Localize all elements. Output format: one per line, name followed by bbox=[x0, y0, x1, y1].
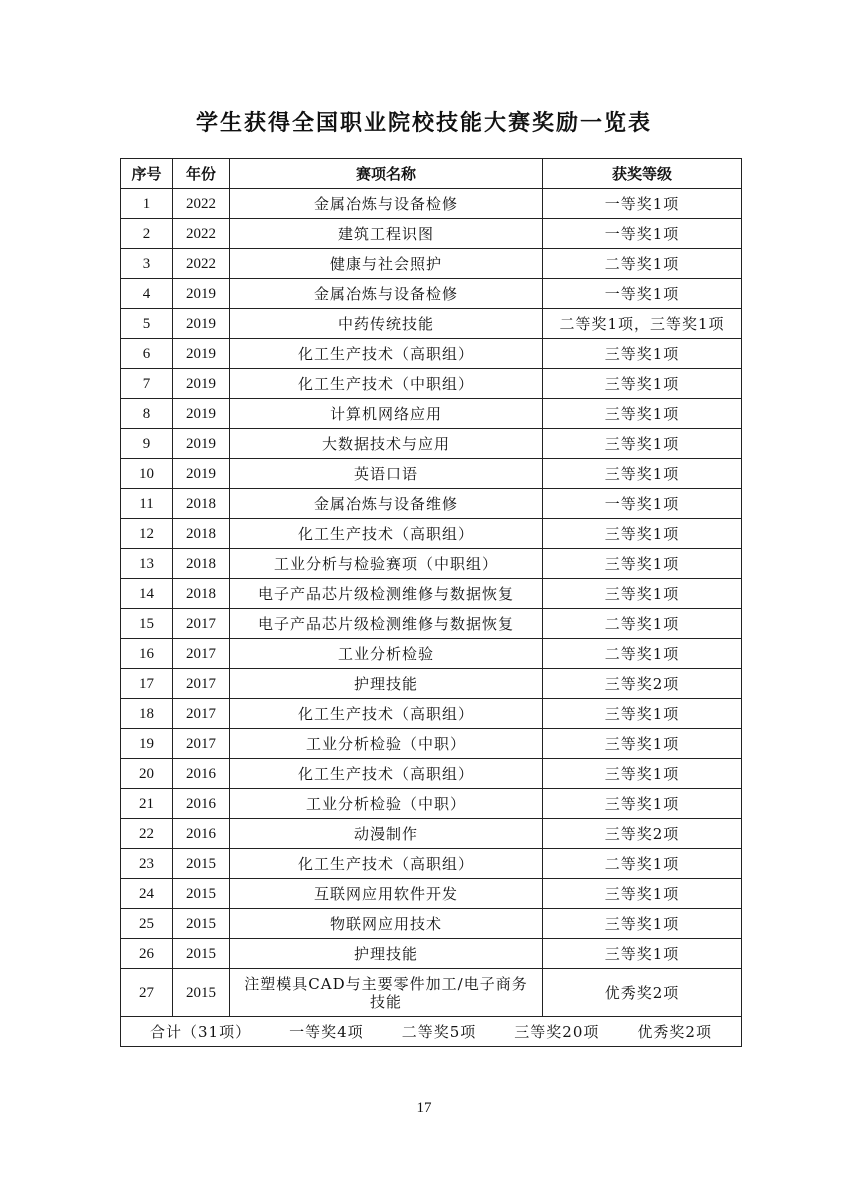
row-award-level: 一等奖1项 bbox=[543, 189, 742, 219]
row-year: 2015 bbox=[173, 939, 230, 969]
row-event-name: 英语口语 bbox=[230, 459, 543, 489]
row-year: 2018 bbox=[173, 489, 230, 519]
row-award-level: 一等奖1项 bbox=[543, 219, 742, 249]
row-event-name: 大数据技术与应用 bbox=[230, 429, 543, 459]
row-event-name: 物联网应用技术 bbox=[230, 909, 543, 939]
table-row bbox=[121, 939, 742, 969]
row-year: 2022 bbox=[173, 189, 230, 219]
row-index: 15 bbox=[121, 609, 173, 639]
row-index: 1 bbox=[121, 189, 173, 219]
awards-table bbox=[120, 158, 742, 1047]
row-award-level: 三等奖1项 bbox=[543, 399, 742, 429]
row-award-level: 三等奖1项 bbox=[543, 459, 742, 489]
row-index: 11 bbox=[121, 489, 173, 519]
row-index: 4 bbox=[121, 279, 173, 309]
row-award-level: 三等奖2项 bbox=[543, 669, 742, 699]
row-event-name: 工业分析检验 bbox=[230, 639, 543, 669]
row-event-name: 互联网应用软件开发 bbox=[230, 879, 543, 909]
row-index: 27 bbox=[121, 969, 173, 1017]
summary-first-prize: 一等奖4项 bbox=[289, 1022, 364, 1041]
table-row bbox=[121, 549, 742, 579]
table-row bbox=[121, 699, 742, 729]
row-award-level: 一等奖1项 bbox=[543, 489, 742, 519]
row-year: 2019 bbox=[173, 339, 230, 369]
row-event-name: 工业分析与检验赛项（中职组） bbox=[230, 549, 543, 579]
document-title: 学生获得全国职业院校技能大赛奖励一览表 bbox=[195, 111, 652, 136]
row-event-name: 注塑模具CAD与主要零件加工/电子商务技能 bbox=[230, 969, 543, 1017]
header-event-name: 赛项名称 bbox=[230, 159, 543, 189]
table-row bbox=[121, 279, 742, 309]
row-year: 2015 bbox=[173, 969, 230, 1017]
table-row bbox=[121, 429, 742, 459]
row-year: 2017 bbox=[173, 729, 230, 759]
row-year: 2018 bbox=[173, 549, 230, 579]
row-event-name: 化工生产技术（高职组） bbox=[230, 759, 543, 789]
row-index: 26 bbox=[121, 939, 173, 969]
table-row bbox=[121, 459, 742, 489]
table-header-row bbox=[121, 159, 742, 189]
row-year: 2015 bbox=[173, 909, 230, 939]
row-year: 2016 bbox=[173, 789, 230, 819]
row-event-name: 中药传统技能 bbox=[230, 309, 543, 339]
row-award-level: 三等奖1项 bbox=[543, 519, 742, 549]
row-event-name: 建筑工程识图 bbox=[230, 219, 543, 249]
row-year: 2019 bbox=[173, 399, 230, 429]
row-year: 2017 bbox=[173, 609, 230, 639]
row-award-level: 二等奖1项 bbox=[543, 249, 742, 279]
summary-cell bbox=[121, 1017, 742, 1047]
row-award-level: 三等奖1项 bbox=[543, 789, 742, 819]
row-year: 2016 bbox=[173, 759, 230, 789]
table-row bbox=[121, 249, 742, 279]
table-row bbox=[121, 189, 742, 219]
table-row bbox=[121, 819, 742, 849]
table-row bbox=[121, 849, 742, 879]
table-row bbox=[121, 369, 742, 399]
row-index: 6 bbox=[121, 339, 173, 369]
row-event-name: 化工生产技术（高职组） bbox=[230, 699, 543, 729]
row-award-level: 三等奖1项 bbox=[543, 369, 742, 399]
row-event-name: 健康与社会照护 bbox=[230, 249, 543, 279]
row-year: 2019 bbox=[173, 309, 230, 339]
row-index: 24 bbox=[121, 879, 173, 909]
row-award-level: 三等奖1项 bbox=[543, 909, 742, 939]
row-index: 25 bbox=[121, 909, 173, 939]
row-index: 18 bbox=[121, 699, 173, 729]
row-award-level: 三等奖1项 bbox=[543, 579, 742, 609]
row-event-name: 化工生产技术（高职组） bbox=[230, 849, 543, 879]
table-row bbox=[121, 639, 742, 669]
row-year: 2019 bbox=[173, 429, 230, 459]
row-year: 2017 bbox=[173, 699, 230, 729]
row-index: 2 bbox=[121, 219, 173, 249]
row-index: 19 bbox=[121, 729, 173, 759]
table-row bbox=[121, 489, 742, 519]
header-index: 序号 bbox=[121, 159, 173, 189]
table-row bbox=[121, 729, 742, 759]
row-event-name: 化工生产技术（高职组） bbox=[230, 339, 543, 369]
row-award-level: 二等奖1项 bbox=[543, 849, 742, 879]
row-year: 2016 bbox=[173, 819, 230, 849]
row-index: 7 bbox=[121, 369, 173, 399]
row-award-level: 三等奖1项 bbox=[543, 759, 742, 789]
row-index: 17 bbox=[121, 669, 173, 699]
row-event-name: 金属冶炼与设备维修 bbox=[230, 489, 543, 519]
row-event-name: 计算机网络应用 bbox=[230, 399, 543, 429]
table-row bbox=[121, 909, 742, 939]
row-award-level: 三等奖1项 bbox=[543, 549, 742, 579]
row-index: 14 bbox=[121, 579, 173, 609]
summary-third-prize: 三等奖20项 bbox=[514, 1022, 600, 1041]
row-year: 2022 bbox=[173, 249, 230, 279]
row-event-name: 护理技能 bbox=[230, 939, 543, 969]
row-year: 2019 bbox=[173, 369, 230, 399]
summary-row bbox=[121, 1017, 742, 1047]
table-row bbox=[121, 609, 742, 639]
row-index: 5 bbox=[121, 309, 173, 339]
row-award-level: 三等奖1项 bbox=[543, 699, 742, 729]
table-row bbox=[121, 219, 742, 249]
row-award-level: 三等奖1项 bbox=[543, 879, 742, 909]
row-award-level: 一等奖1项 bbox=[543, 279, 742, 309]
summary-total: 合计（31项） bbox=[150, 1022, 252, 1041]
row-index: 23 bbox=[121, 849, 173, 879]
table-row bbox=[121, 879, 742, 909]
row-award-level: 三等奖1项 bbox=[543, 429, 742, 459]
row-index: 12 bbox=[121, 519, 173, 549]
row-year: 2015 bbox=[173, 879, 230, 909]
row-year: 2019 bbox=[173, 459, 230, 489]
row-award-level: 二等奖1项 bbox=[543, 609, 742, 639]
table-row bbox=[121, 969, 742, 1017]
table-row bbox=[121, 519, 742, 549]
row-event-name: 工业分析检验（中职） bbox=[230, 789, 543, 819]
header-year: 年份 bbox=[173, 159, 230, 189]
row-index: 21 bbox=[121, 789, 173, 819]
row-event-name: 电子产品芯片级检测维修与数据恢复 bbox=[230, 609, 543, 639]
row-award-level: 三等奖2项 bbox=[543, 819, 742, 849]
row-index: 9 bbox=[121, 429, 173, 459]
row-event-name: 化工生产技术（高职组） bbox=[230, 519, 543, 549]
row-year: 2022 bbox=[173, 219, 230, 249]
row-year: 2017 bbox=[173, 669, 230, 699]
row-event-name: 金属冶炼与设备检修 bbox=[230, 279, 543, 309]
row-index: 16 bbox=[121, 639, 173, 669]
row-year: 2018 bbox=[173, 519, 230, 549]
row-event-name: 动漫制作 bbox=[230, 819, 543, 849]
summary-merit-award: 优秀奖2项 bbox=[637, 1022, 712, 1041]
summary-second-prize: 二等奖5项 bbox=[401, 1022, 477, 1041]
row-index: 3 bbox=[121, 249, 173, 279]
row-award-level: 三等奖1项 bbox=[543, 339, 742, 369]
table-row bbox=[121, 789, 742, 819]
row-year: 2017 bbox=[173, 639, 230, 669]
table-row bbox=[121, 339, 742, 369]
table-row bbox=[121, 579, 742, 609]
row-event-name: 护理技能 bbox=[230, 669, 543, 699]
row-index: 22 bbox=[121, 819, 173, 849]
row-award-level: 三等奖1项 bbox=[543, 939, 742, 969]
row-event-name: 工业分析检验（中职） bbox=[230, 729, 543, 759]
page-number: 17 bbox=[416, 1100, 432, 1116]
row-award-level: 二等奖1项，三等奖1项 bbox=[543, 309, 742, 339]
row-index: 8 bbox=[121, 399, 173, 429]
row-event-name: 金属冶炼与设备检修 bbox=[230, 189, 543, 219]
table-row bbox=[121, 759, 742, 789]
row-year: 2015 bbox=[173, 849, 230, 879]
row-award-level: 优秀奖2项 bbox=[543, 969, 742, 1017]
row-year: 2018 bbox=[173, 579, 230, 609]
table-row bbox=[121, 309, 742, 339]
row-award-level: 二等奖1项 bbox=[543, 639, 742, 669]
row-index: 13 bbox=[121, 549, 173, 579]
table-row bbox=[121, 399, 742, 429]
row-award-level: 三等奖1项 bbox=[543, 729, 742, 759]
row-event-name: 化工生产技术（中职组） bbox=[230, 369, 543, 399]
row-year: 2019 bbox=[173, 279, 230, 309]
table-row bbox=[121, 669, 742, 699]
row-index: 20 bbox=[121, 759, 173, 789]
row-event-name: 电子产品芯片级检测维修与数据恢复 bbox=[230, 579, 543, 609]
row-index: 10 bbox=[121, 459, 173, 489]
header-award-level: 获奖等级 bbox=[543, 159, 742, 189]
